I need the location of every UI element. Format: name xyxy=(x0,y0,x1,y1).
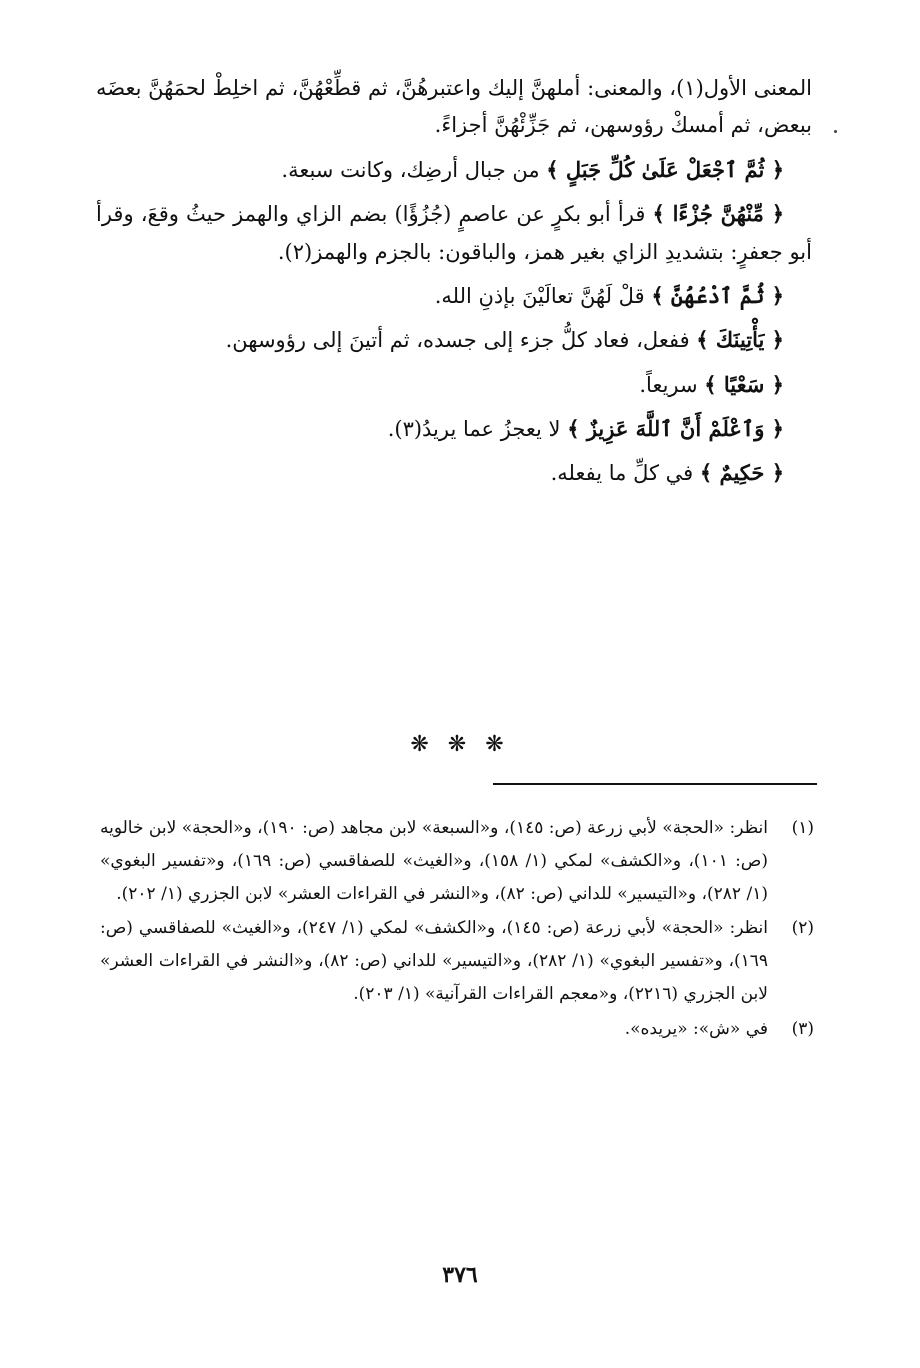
commentary: قلْ لَهُنَّ تعالَيْنَ بإذنِ الله. xyxy=(434,283,652,308)
commentary: ففعل، فعاد كلُّ جزء إلى جسده، ثم أتينَ إلى رؤوسهن. xyxy=(225,328,697,353)
quran-quote: ﴿ ثُمَّ ٱجْعَلْ عَلَىٰ كُلِّ جَبَلٍ ﴾ xyxy=(546,156,784,182)
footnote-text: في «ش»: «يريده». xyxy=(624,1018,768,1039)
commentary: من جبال أرضِك، وكانت سبعة. xyxy=(281,157,547,182)
main-text xyxy=(96,70,812,499)
quran-quote: ﴿ وَٱعْلَمْ أَنَّ ٱللَّهَ عَزِيزٌ ﴾ xyxy=(567,416,784,441)
paragraph-5 xyxy=(96,321,812,359)
paragraph-8 xyxy=(96,454,812,492)
footnote-number: (٢) xyxy=(791,918,814,939)
footnote-text: انظر: «الحجة» لأبي زرعة (ص: ١٤٥)، و«السبعة» لابن مجاهد (ص: ١٩٠)، و«الحجة» لابن خالويه (ص: ١٠١)، و«الكشف» لمكي (١/ ١٥٨)، و«الغيث» للصفاقسي (ص: ١٦٩)، و«تفسير البغوي» (١/ ٢٨٢)، و«التيسير» للداني (ص: ٨٢)، و«النشر في القراءات العشر» لابن الجزري (١/ ٢٠٢). xyxy=(100,818,769,904)
footnote-2 xyxy=(100,912,814,1010)
footnotes xyxy=(100,812,814,1048)
paragraph-7 xyxy=(96,410,812,448)
paragraph-4 xyxy=(96,277,812,315)
quran-quote: ﴿ سَعْيًا ﴾ xyxy=(704,371,784,397)
commentary: قرأ أبو بكرٍ عن عاصمٍ (جُزُؤًا) بضم الزاي والهمز حيثُ وقعَ، وقرأ أبو جعفرٍ: بتشديدِ الزاي بغير همز، والباقون: بالجزم والهمز(٢). xyxy=(96,202,812,264)
footnote-number: (١) xyxy=(791,818,814,838)
paragraph-6 xyxy=(96,366,812,404)
footnote-number: (٣) xyxy=(791,1018,814,1039)
page-number: ٣٧٦ xyxy=(442,1262,478,1288)
quran-quote: ﴿ مِّنْهُنَّ جُزْءًا ﴾ xyxy=(652,201,784,227)
footnote-text: انظر: «الحجة» لأبي زرعة (ص: ١٤٥)، و«الكشف» لمكي (١/ ٢٤٧)، و«الغيث» للصفاقسي (ص: ١٦٩)، و«تفسير البغوي» (١/ ٢٨٢)، و«التيسير» للداني (ص: ٨٢)، و«النشر في القراءات العشر» لابن الجزري (٢٢١٦)، و«معجم القراءات القرآنية» (١/ ٢٠٣). xyxy=(100,918,768,1004)
paragraph-1: المعنى الأول(١)، والمعنى: أملهنَّ إليك واعتبرهُنَّ، ثم قطِّعْهُنَّ، ثم اخلِطْ لحمَهُنَّ بعضَه ببعض، ثم أمسكْ رؤوسهن، ثم جَزِّئْهُنَّ أجزاءً. xyxy=(96,76,812,138)
commentary: في كلِّ ما يفعله. xyxy=(550,461,700,486)
quran-quote: ﴿ ثُمَّ ٱدْعُهُنَّ ﴾ xyxy=(651,282,784,308)
quran-quote: ﴿ حَكِيمٌ ﴾ xyxy=(699,460,784,486)
section-separator: ❋ ❋ ❋ xyxy=(410,732,510,757)
margin-mark xyxy=(834,130,837,133)
footnote-3 xyxy=(100,1013,814,1046)
quran-quote: ﴿ يَأْتِينَكَ ﴾ xyxy=(696,327,784,353)
footnote-rule xyxy=(493,783,817,785)
commentary: لا يعجزُ عما يريدُ(٣). xyxy=(387,417,568,441)
commentary: سريعاً. xyxy=(639,372,705,397)
paragraph-3 xyxy=(96,195,812,271)
paragraph-2 xyxy=(96,151,812,189)
footnote-1 xyxy=(100,812,814,910)
